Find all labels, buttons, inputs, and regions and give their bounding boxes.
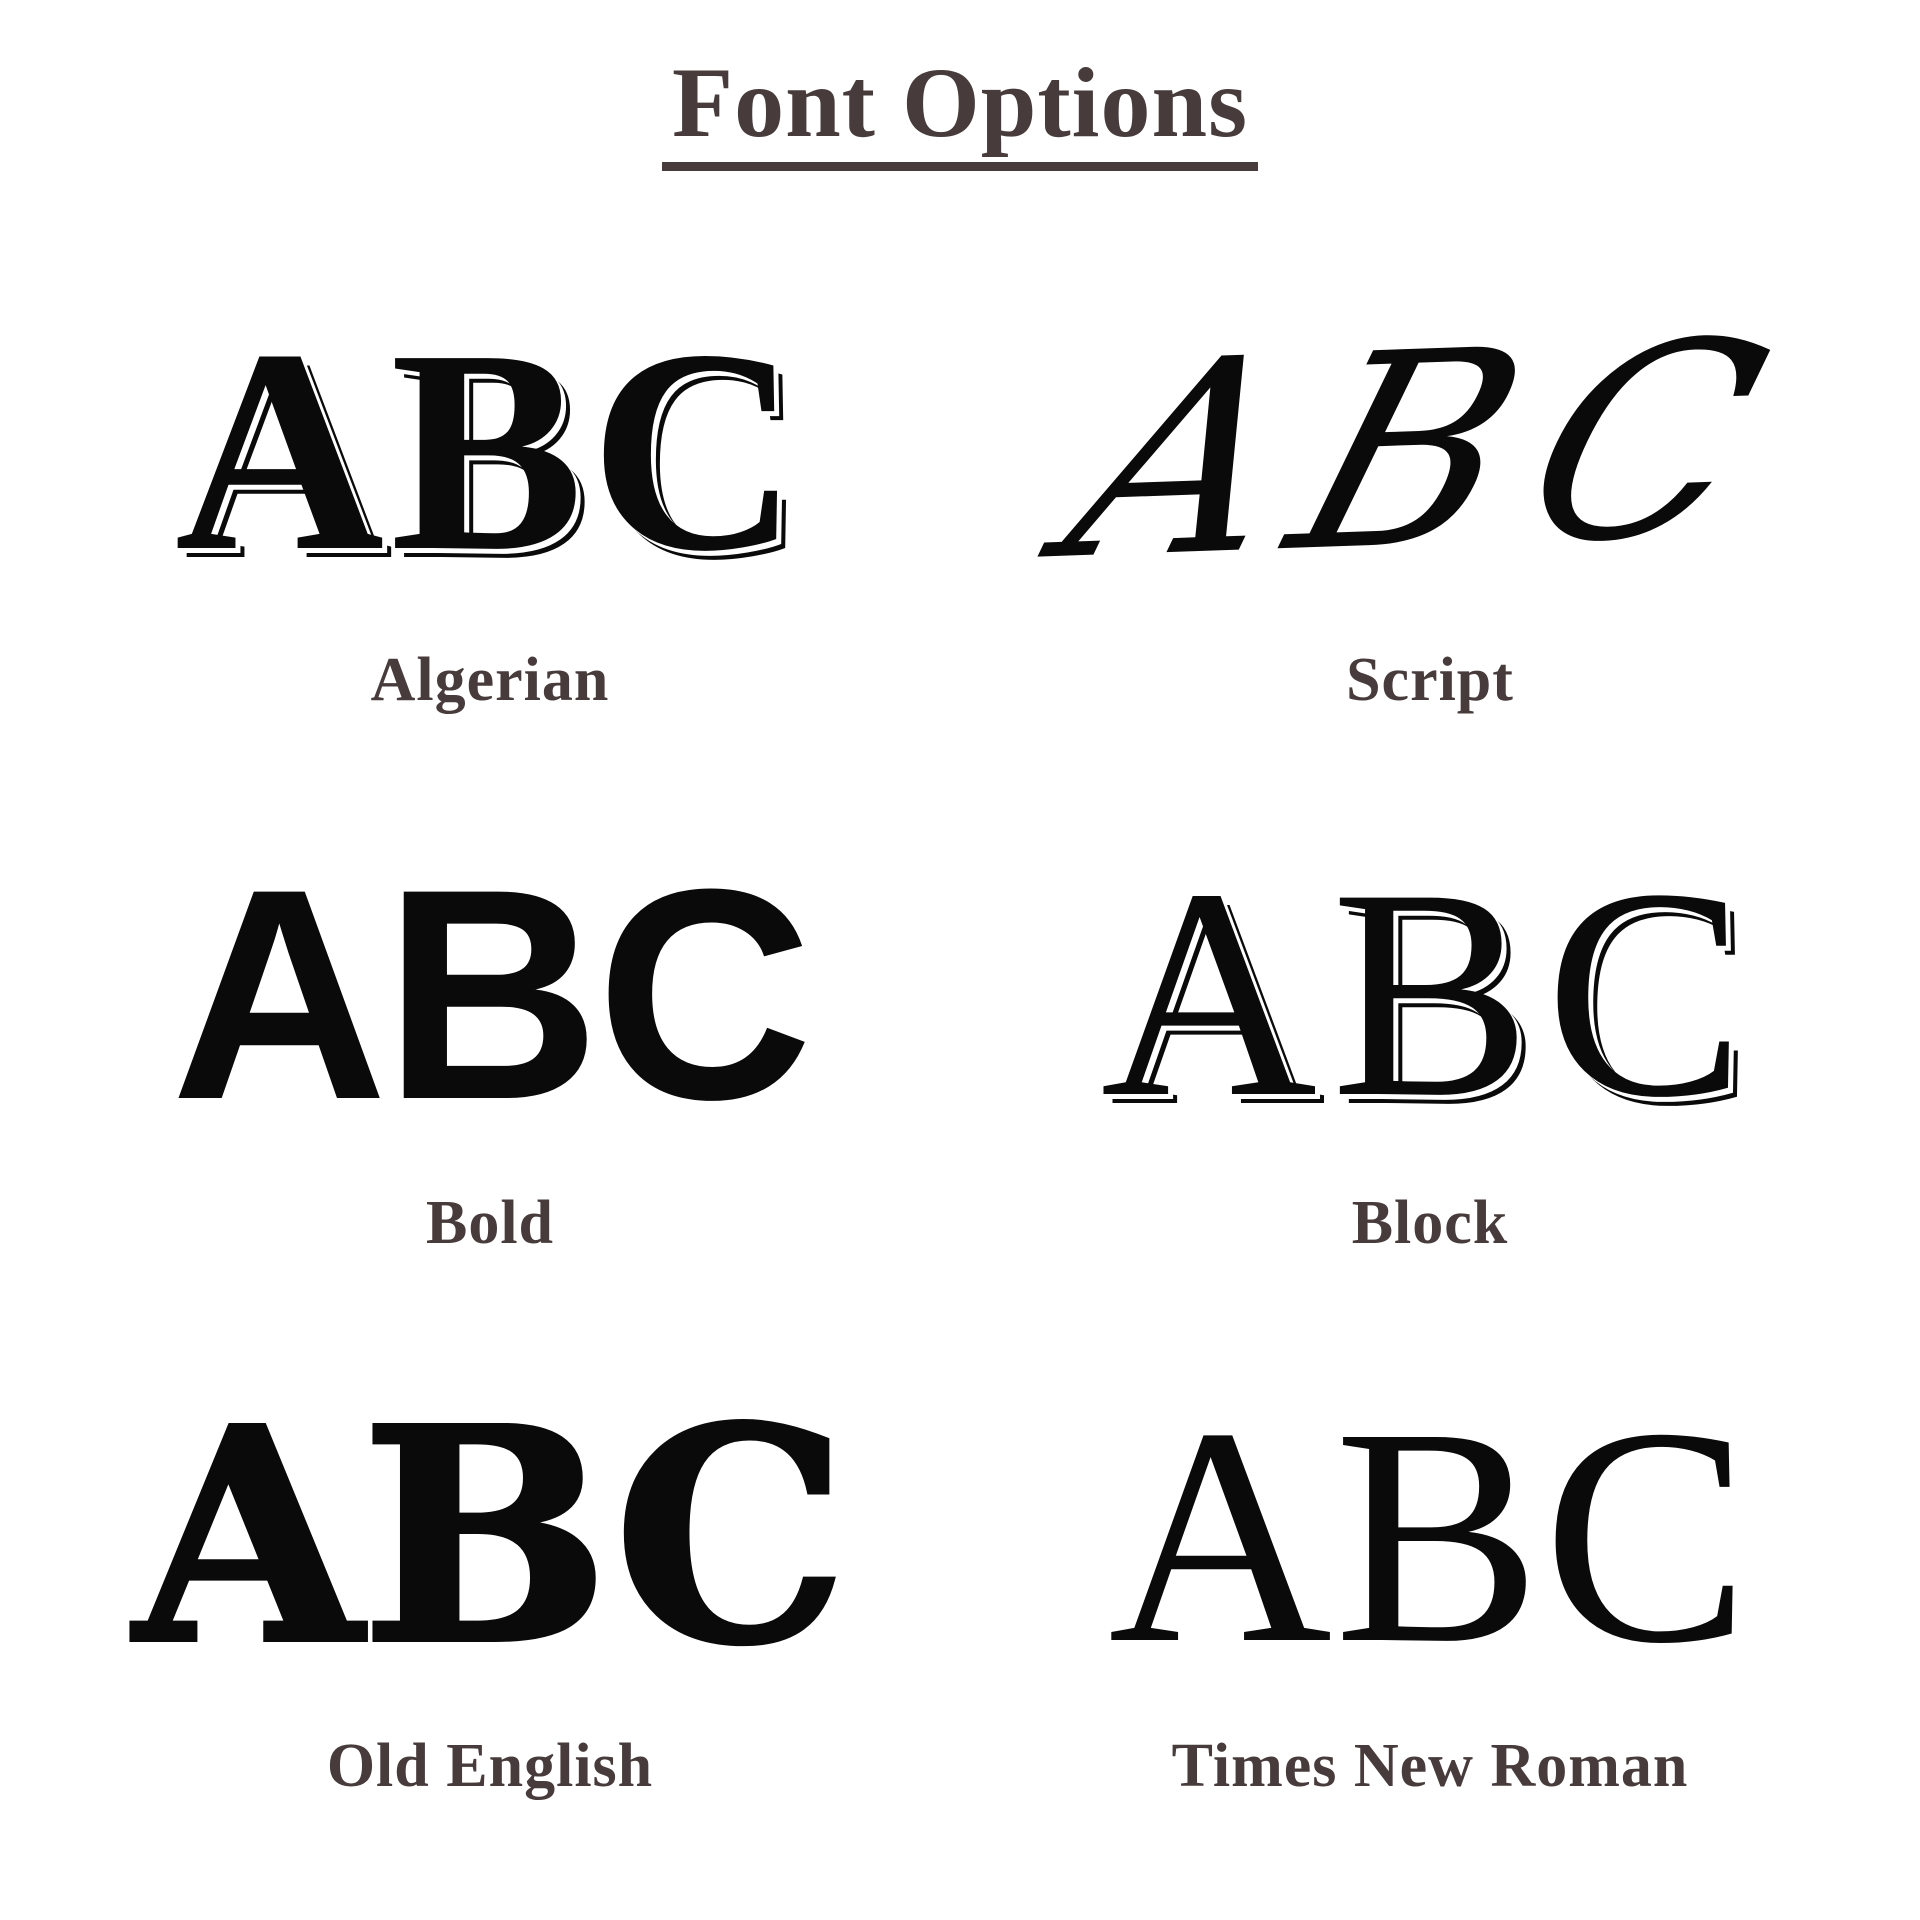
font-option-old-english [20, 1364, 960, 1811]
font-sample-script: ABC [1039, 281, 1821, 620]
page-title: Font Options [662, 48, 1258, 171]
font-label-script: Script [1346, 646, 1514, 714]
font-label-bold: Bold [425, 1189, 555, 1257]
title-container [0, 48, 1920, 218]
font-sample-block: ABC [1100, 827, 1760, 1159]
font-sample-old-english: ABC [133, 1363, 847, 1710]
font-label-old-english: Old English [326, 1732, 654, 1800]
font-option-times-new-roman [960, 1364, 1900, 1811]
font-option-bold [20, 821, 960, 1268]
font-label-times-new-roman: Times New Roman [1171, 1732, 1689, 1800]
font-label-algerian: Algerian [370, 646, 610, 714]
font-sample-times-new-roman: ABC [1108, 1364, 1752, 1708]
font-sample-bold: ABC [171, 825, 809, 1162]
font-sample-algerian: ABC [174, 290, 806, 611]
font-label-block: Block [1351, 1189, 1509, 1257]
font-sample-grid [0, 278, 1920, 1811]
font-option-script [960, 278, 1900, 725]
font-option-algerian [20, 278, 960, 725]
font-option-block [960, 821, 1900, 1268]
